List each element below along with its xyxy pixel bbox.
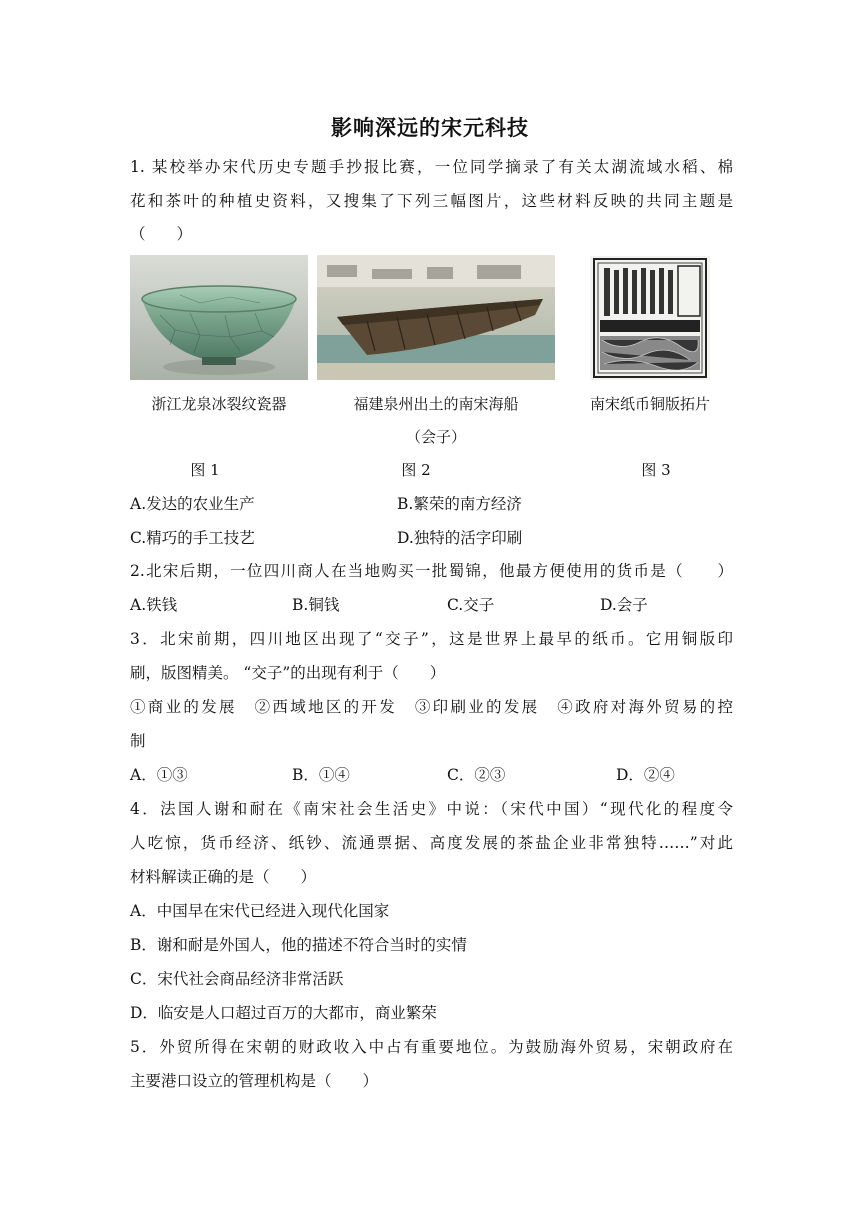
q3-line-2: 刷，版图精美。 “交子”的出现有利于（ ）: [130, 664, 446, 682]
q1-line-3: （ ）: [130, 225, 193, 243]
figure-1-celadon-bowl-image: [130, 255, 308, 380]
q4-option-a: A．中国早在宋代已经进入现代化国家: [130, 902, 390, 920]
q4-line-1: 4．法国人谢和耐在《南宋社会生活史》中说：（宋代中国）“现代化的程度令: [130, 800, 733, 818]
figure-1-label: 图 1: [190, 461, 220, 479]
q1-line-2: 花和茶叶的种植史资料，又搜集了下列三幅图片，这些材料反映的共同主题是: [130, 192, 733, 210]
q3-option-a: A．①③: [130, 766, 188, 784]
figure-2-song-ship-image: [317, 255, 555, 380]
q1-option-a: A.发达的农业生产: [130, 495, 255, 513]
q2-option-c: C.交子: [447, 596, 495, 614]
q5-line-2: 主要港口设立的管理机构是（ ）: [130, 1072, 379, 1090]
q4-line-3: 材料解读正确的是（ ）: [130, 868, 317, 886]
q3-line-4: 制: [130, 732, 146, 750]
figure-2-label: 图 2: [401, 461, 431, 479]
q1-option-b: B.繁荣的南方经济: [397, 495, 522, 513]
figure-2-caption-extra: （会子）: [405, 428, 466, 446]
q4-option-d: D．临安是人口超过百万的大都市，商业繁荣: [130, 1004, 437, 1022]
q2-option-a: A.铁钱: [130, 596, 178, 614]
q3-option-b: B．①④: [292, 766, 350, 784]
figure-3-label: 图 3: [641, 461, 671, 479]
q3-line-3: ①商业的发展 ②西域地区的开发 ③印刷业的发展 ④政府对海外贸易的控: [130, 698, 733, 716]
q3-option-c: C．②③: [447, 766, 506, 784]
figure-1-caption: 浙江龙泉冰裂纹瓷器: [151, 395, 287, 413]
q3-option-d: D．②④: [616, 766, 675, 784]
q2-option-d: D.会子: [600, 596, 648, 614]
q1-option-d: D.独特的活字印刷: [397, 529, 523, 547]
q2-stem: 2.北宋后期，一位四川商人在当地购买一批蜀锦，他最方便使用的货币是（ ）: [130, 562, 733, 580]
q4-option-c: C．宋代社会商品经济非常活跃: [130, 970, 344, 988]
q1-option-c: C.精巧的手工技艺: [130, 529, 255, 547]
q4-line-2: 人吃惊，货币经济、纸钞、流通票据、高度发展的茶盐企业非常独特……”对此: [130, 834, 733, 852]
q4-option-b: B．谢和耐是外国人，他的描述不符合当时的实情: [130, 936, 467, 954]
figure-3-caption: 南宋纸币铜版拓片: [589, 395, 710, 413]
page-title: 影响深远的宋元科技: [331, 116, 529, 140]
figure-3-banknote-rubbing-image: [590, 256, 710, 380]
q2-option-b: B.铜钱: [292, 596, 340, 614]
q3-line-1: 3．北宋前期，四川地区出现了“交子”，这是世界上最早的纸币。它用铜版印: [130, 630, 733, 648]
figure-2-caption: 福建泉州出土的南宋海船: [353, 395, 519, 413]
q1-line-1: 1. 某校举办宋代历史专题手抄报比赛，一位同学摘录了有关太湖流域水稻、棉: [130, 158, 733, 176]
q5-line-1: 5．外贸所得在宋朝的财政收入中占有重要地位。为鼓励海外贸易，宋朝政府在: [130, 1038, 733, 1056]
